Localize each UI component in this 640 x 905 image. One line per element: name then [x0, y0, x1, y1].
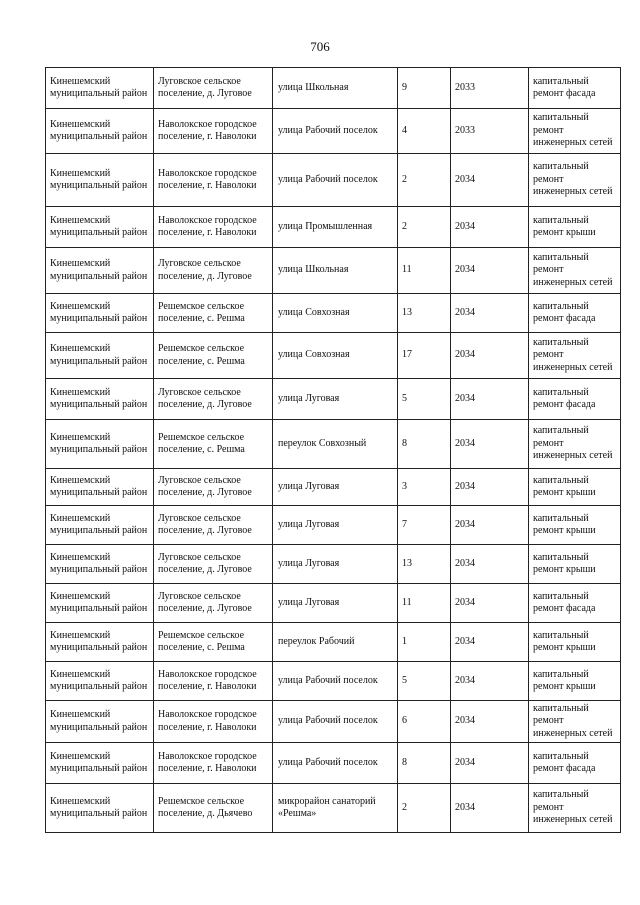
work-type-cell: капитальный ремонт крыши	[529, 623, 621, 662]
year-cell: 2034	[451, 784, 529, 833]
table-row	[46, 545, 621, 584]
year-cell: 2034	[451, 743, 529, 784]
house-number-cell: 1	[398, 623, 451, 662]
street-cell: улица Рабочий поселок	[273, 662, 398, 701]
house-number-cell: 9	[398, 68, 451, 109]
settlement-cell: Решемское сельское поселение, с. Решма	[154, 420, 273, 469]
year-cell: 2034	[451, 545, 529, 584]
house-number-cell: 8	[398, 743, 451, 784]
table-row	[46, 248, 621, 294]
municipal-district-cell: Кинешемский муниципальный район	[46, 623, 154, 662]
year-cell: 2034	[451, 623, 529, 662]
house-number-cell: 5	[398, 379, 451, 420]
street-cell: улица Рабочий поселок	[273, 109, 398, 154]
municipal-district-cell: Кинешемский муниципальный район	[46, 109, 154, 154]
house-number-cell: 13	[398, 545, 451, 584]
street-cell: переулок Совхозный	[273, 420, 398, 469]
year-cell: 2034	[451, 701, 529, 743]
settlement-cell: Наволокское городское поселение, г. Наволоки	[154, 154, 273, 207]
street-cell: улица Луговая	[273, 506, 398, 545]
table-row	[46, 333, 621, 379]
year-cell: 2033	[451, 109, 529, 154]
settlement-cell: Наволокское городское поселение, г. Наволоки	[154, 109, 273, 154]
work-type-cell: капитальный ремонт фасада	[529, 294, 621, 333]
street-cell: улица Луговая	[273, 379, 398, 420]
street-cell: улица Луговая	[273, 545, 398, 584]
municipal-district-cell: Кинешемский муниципальный район	[46, 506, 154, 545]
work-type-cell: капитальный ремонт инженерных сетей	[529, 109, 621, 154]
street-cell: улица Совхозная	[273, 294, 398, 333]
settlement-cell: Луговское сельское поселение, д. Луговое	[154, 469, 273, 506]
table-row	[46, 294, 621, 333]
street-cell: улица Рабочий поселок	[273, 701, 398, 743]
work-type-cell: капитальный ремонт крыши	[529, 469, 621, 506]
year-cell: 2033	[451, 68, 529, 109]
street-cell: улица Промышленная	[273, 207, 398, 248]
street-cell: улица Школьная	[273, 248, 398, 294]
year-cell: 2034	[451, 469, 529, 506]
work-type-cell: капитальный ремонт фасада	[529, 743, 621, 784]
work-type-cell: капитальный ремонт фасада	[529, 68, 621, 109]
settlement-cell: Луговское сельское поселение, д. Луговое	[154, 584, 273, 623]
year-cell: 2034	[451, 662, 529, 701]
house-number-cell: 3	[398, 469, 451, 506]
year-cell: 2034	[451, 506, 529, 545]
house-number-cell: 6	[398, 701, 451, 743]
municipal-district-cell: Кинешемский муниципальный район	[46, 584, 154, 623]
year-cell: 2034	[451, 248, 529, 294]
table-row	[46, 701, 621, 743]
street-cell: улица Школьная	[273, 68, 398, 109]
municipal-district-cell: Кинешемский муниципальный район	[46, 662, 154, 701]
house-number-cell: 5	[398, 662, 451, 701]
settlement-cell: Наволокское городское поселение, г. Наволоки	[154, 662, 273, 701]
municipal-district-cell: Кинешемский муниципальный район	[46, 784, 154, 833]
street-cell: улица Рабочий поселок	[273, 743, 398, 784]
table-row	[46, 420, 621, 469]
table-row	[46, 154, 621, 207]
municipal-district-cell: Кинешемский муниципальный район	[46, 294, 154, 333]
table-row	[46, 68, 621, 109]
settlement-cell: Луговское сельское поселение, д. Луговое	[154, 248, 273, 294]
repair-schedule-table	[45, 67, 621, 833]
street-cell: микрорайон санаторий «Решма»	[273, 784, 398, 833]
year-cell: 2034	[451, 333, 529, 379]
municipal-district-cell: Кинешемский муниципальный район	[46, 207, 154, 248]
table-row	[46, 584, 621, 623]
table-row	[46, 623, 621, 662]
house-number-cell: 2	[398, 154, 451, 207]
settlement-cell: Наволокское городское поселение, г. Наволоки	[154, 701, 273, 743]
table-row	[46, 743, 621, 784]
work-type-cell: капитальный ремонт крыши	[529, 545, 621, 584]
street-cell: переулок Рабочий	[273, 623, 398, 662]
municipal-district-cell: Кинешемский муниципальный район	[46, 68, 154, 109]
settlement-cell: Луговское сельское поселение, д. Луговое	[154, 68, 273, 109]
settlement-cell: Луговское сельское поселение, д. Луговое	[154, 545, 273, 584]
municipal-district-cell: Кинешемский муниципальный район	[46, 420, 154, 469]
work-type-cell: капитальный ремонт крыши	[529, 662, 621, 701]
house-number-cell: 11	[398, 248, 451, 294]
year-cell: 2034	[451, 207, 529, 248]
house-number-cell: 11	[398, 584, 451, 623]
municipal-district-cell: Кинешемский муниципальный район	[46, 379, 154, 420]
municipal-district-cell: Кинешемский муниципальный район	[46, 743, 154, 784]
table-row	[46, 207, 621, 248]
settlement-cell: Луговское сельское поселение, д. Луговое	[154, 379, 273, 420]
year-cell: 2034	[451, 420, 529, 469]
work-type-cell: капитальный ремонт инженерных сетей	[529, 420, 621, 469]
year-cell: 2034	[451, 154, 529, 207]
work-type-cell: капитальный ремонт инженерных сетей	[529, 154, 621, 207]
settlement-cell: Наволокское городское поселение, г. Наволоки	[154, 743, 273, 784]
settlement-cell: Решемское сельское поселение, с. Решма	[154, 294, 273, 333]
house-number-cell: 8	[398, 420, 451, 469]
municipal-district-cell: Кинешемский муниципальный район	[46, 154, 154, 207]
settlement-cell: Решемское сельское поселение, д. Дьячево	[154, 784, 273, 833]
work-type-cell: капитальный ремонт крыши	[529, 207, 621, 248]
street-cell: улица Луговая	[273, 584, 398, 623]
street-cell: улица Рабочий поселок	[273, 154, 398, 207]
year-cell: 2034	[451, 379, 529, 420]
settlement-cell: Решемское сельское поселение, с. Решма	[154, 333, 273, 379]
municipal-district-cell: Кинешемский муниципальный район	[46, 333, 154, 379]
year-cell: 2034	[451, 294, 529, 333]
year-cell: 2034	[451, 584, 529, 623]
work-type-cell: капитальный ремонт инженерных сетей	[529, 333, 621, 379]
house-number-cell: 13	[398, 294, 451, 333]
table-row	[46, 469, 621, 506]
settlement-cell: Луговское сельское поселение, д. Луговое	[154, 506, 273, 545]
house-number-cell: 7	[398, 506, 451, 545]
municipal-district-cell: Кинешемский муниципальный район	[46, 248, 154, 294]
street-cell: улица Совхозная	[273, 333, 398, 379]
table-row	[46, 379, 621, 420]
settlement-cell: Решемское сельское поселение, с. Решма	[154, 623, 273, 662]
table-row	[46, 784, 621, 833]
house-number-cell: 17	[398, 333, 451, 379]
table-body	[46, 68, 621, 833]
municipal-district-cell: Кинешемский муниципальный район	[46, 701, 154, 743]
page-number: 706	[310, 39, 330, 54]
municipal-district-cell: Кинешемский муниципальный район	[46, 469, 154, 506]
work-type-cell: капитальный ремонт фасада	[529, 584, 621, 623]
table-row	[46, 109, 621, 154]
work-type-cell: капитальный ремонт инженерных сетей	[529, 701, 621, 743]
table-row	[46, 662, 621, 701]
work-type-cell: капитальный ремонт инженерных сетей	[529, 784, 621, 833]
table-row	[46, 506, 621, 545]
settlement-cell: Наволокское городское поселение, г. Наволоки	[154, 207, 273, 248]
house-number-cell: 2	[398, 784, 451, 833]
municipal-district-cell: Кинешемский муниципальный район	[46, 545, 154, 584]
house-number-cell: 2	[398, 207, 451, 248]
house-number-cell: 4	[398, 109, 451, 154]
work-type-cell: капитальный ремонт инженерных сетей	[529, 248, 621, 294]
street-cell: улица Луговая	[273, 469, 398, 506]
work-type-cell: капитальный ремонт крыши	[529, 506, 621, 545]
work-type-cell: капитальный ремонт фасада	[529, 379, 621, 420]
